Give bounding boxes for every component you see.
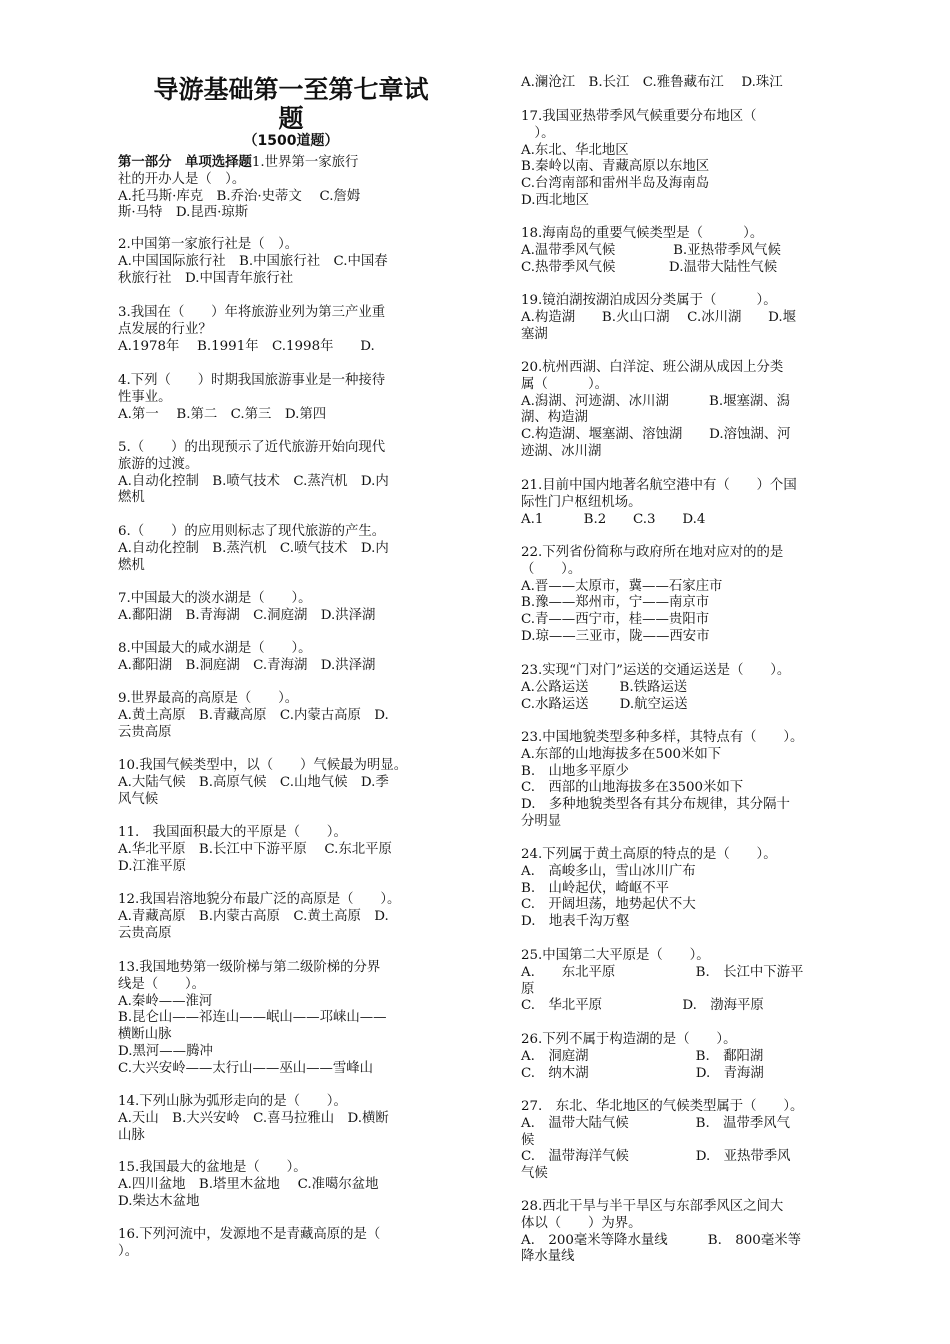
question-line: A.大陆气候 B.高原气候 C.山地气候 D.季 [118,774,389,790]
question-line: B.秦岭以南、青藏高原以东地区 [521,159,710,175]
question-line: B.昆仑山——祁连山——岷山——邛崃山—— [118,1010,387,1026]
question-line: 气候 [521,1166,548,1182]
question-line: （ ）。 [521,561,582,577]
question-block [521,1032,764,1082]
question-line: 际性门户枢纽机场。 [521,494,642,510]
question-line: 21.目前中国内地著名航空港中有（ ）个国 [521,478,797,493]
question-line: 23.中国地貌类型多种多样，其特点有（ ）。 [521,730,804,745]
question-line: C. 西部的山地海拔多在3500米如下 [521,780,744,796]
question-block [521,730,803,831]
question-line: A. 洞庭湖 B. 鄱阳湖 [521,1048,764,1064]
question-block [118,1094,389,1144]
question-line: 12.我国岩溶地貌分布最广泛的高原是（ ）。 [118,892,401,907]
question-line: 20.杭州西湖、白洋淀、班公湖从成因上分类 [521,360,784,375]
question-line: A. 200毫米等降水量线 B. 800毫米等 [521,1232,801,1248]
question-line: 线是（ ）。 [118,976,206,992]
question-block [521,75,783,92]
question-line: A.华北平原 B.长江中下游平原 C.东北平原 [118,841,392,857]
question-line: 迹湖、冰川湖 [521,443,602,459]
question-line: A. 高峻多山，雪山冰川广布 [521,863,696,879]
question-line: A.黄土高原 B.青藏高原 C.内蒙古高原 D. [118,707,389,723]
question-line: A.鄱阳湖 B.青海湖 C.洞庭湖 D.洪泽湖 [118,607,376,623]
question-line: A.潟湖、河迹湖、冰川湖 B.堰塞湖、潟 [521,393,791,409]
question-line: 燃机 [118,490,145,506]
page-title [118,75,464,133]
question-line: 19.镜泊湖按湖泊成因分类属于（ ）。 [521,293,777,308]
question-line: A.温带季风气候 B.亚热带季风气候 [521,242,781,258]
question-line: 11. 我国面积最大的平原是（ ）。 [118,825,347,840]
question-line: ）。 [521,125,555,141]
question-line: A.东北、华北地区 [521,142,629,158]
question-line: D.柴达木盆地 [118,1193,200,1209]
question-line: 性事业。 [118,389,172,405]
page-subtitle: （1500道题） [243,133,339,149]
question-line: 3.我国在（ ）年将旅游业列为第三产业重 [118,305,386,320]
question-line [118,155,360,172]
question-line: 6.（ ）的应用则标志了现代旅游的产生。 [118,524,386,539]
question-block [118,524,389,574]
question-line: C. 华北平原 D. 渤海平原 [521,998,764,1014]
question-line: 风气候 [118,791,159,807]
question-block [118,641,375,675]
question-line: 候 [521,1132,535,1148]
question-line: 27. 东北、华北地区的气候类型属于（ ）。 [521,1099,804,1114]
question-block [118,591,375,625]
question-line: C. 纳木湖 D. 青海湖 [521,1065,764,1081]
question-line: 26.下列不属于构造湖的是（ ）。 [521,1032,737,1047]
question-line: ）。 [118,1243,139,1259]
question-line: 点发展的行业？ [118,321,212,337]
question-line: 湖、构造湖 [521,410,588,426]
question-line: 22.下列省份简称与政府所在地对应对的的是 [521,545,784,560]
question-block [521,109,757,210]
question-line: A. 温带大陆气候 B. 温带季风气 [521,1115,791,1131]
question-line: A.1 B.2 C.3 D.4 [521,511,706,527]
question-block [118,155,360,222]
question-line: 体以（ ）为界。 [521,1215,642,1231]
question-line: C.青——西宁市，桂——贵阳市 [521,612,710,628]
section-heading: 第一部分 单项选择题 [118,155,252,170]
question-line: 5.（ ）的出现预示了近代旅游开始向现代 [118,440,386,455]
question-line: 28.西北干旱与半干旱区与东部季风区之间大 [521,1199,784,1214]
question-block [521,226,781,276]
question-line: D.江淮平原 [118,858,187,874]
question-block [521,1099,803,1183]
question-line: C. 温带海洋气候 D. 亚热带季风 [521,1149,791,1165]
question-line: A.托马斯·库克 B.乔治·史蒂文 C.詹姆 [118,188,361,204]
page-title-line-2: 题 [278,104,304,133]
page-title-line-1: 导游基础第一至第七章试 [153,75,429,104]
question-line: B. 山岭起伏，崎岖不平 [521,880,670,896]
question-line: A.自动化控制 B.喷气技术 C.蒸汽机 D.内 [118,473,389,489]
question-line: 13.我国地势第一级阶梯与第二级阶梯的分界 [118,960,381,975]
question-line: 16.下列河流中，发源地不是青藏高原的是（ [118,1227,381,1242]
question-line: C.构造湖、堰塞湖、溶蚀湖 D.溶蚀湖、河 [521,427,791,443]
question-line: 17.我国亚热带季风气候重要分布地区（ [521,109,757,124]
question-block [118,373,385,423]
question-line: 8.中国最大的咸水湖是（ ）。 [118,641,312,656]
question-line: 斯·马特 D.昆西·琼斯 [118,205,249,221]
question-line: C.台湾南部和雷州半岛及海南岛 [521,176,710,192]
question-line: 23.实现“门对门”运送的交通运送是（ ）。 [521,663,791,678]
question-line: A.四川盆地 B.塔里木盆地 C.准噶尔盆地 [118,1176,379,1192]
question-block [521,545,783,646]
question-line: A. 东北平原 B. 长江中下游平 [521,964,804,980]
question-line: 24.下列属于黄土高原的特点的是（ ）。 [521,847,777,862]
question-line: 25.中国第二大平原是（ ）。 [521,948,710,963]
question-line: 7.中国最大的淡水湖是（ ）。 [118,591,312,606]
question-line: 云贵高原 [118,724,172,740]
question-line: 云贵高原 [118,925,172,941]
question-line: C.大兴安岭——太行山——巫山——雪峰山 [118,1060,374,1076]
question-line: 15.我国最大的盆地是（ ）。 [118,1160,307,1175]
question-line: 塞湖 [521,326,548,342]
question-line: A.1978年 B.1991年 C.1998年 D. [118,338,375,354]
question-block [118,440,389,507]
question-line: D.黑河——腾冲 [118,1043,213,1059]
question-text: 1.世界第一家旅行 [251,155,359,170]
question-line: A.中国国际旅行社 B.中国旅行社 C.中国春 [118,253,388,269]
question-block [521,1199,801,1266]
question-line: 燃机 [118,557,145,573]
question-line: 4.下列（ ）时期我国旅游事业是一种接待 [118,373,386,388]
question-line: A.天山 B.大兴安岭 C.喜马拉雅山 D.横断 [118,1110,389,1126]
question-block [521,948,803,1015]
question-block [521,360,791,461]
question-line: 社的开办人是（ ）。 [118,171,246,187]
question-line: 降水量线 [521,1249,575,1265]
question-line: 2.中国第一家旅行社是（ ）。 [118,237,299,252]
question-line: 18.海南岛的重要气候类型是（ ）。 [521,226,764,241]
question-line: A.自动化控制 B.蒸汽机 C.喷气技术 D.内 [118,540,389,556]
question-block [521,847,777,931]
question-line: 山脉 [118,1127,145,1143]
question-block [521,478,797,528]
question-line: B.豫——郑州市，宁——南京市 [521,595,710,611]
question-line: A.构造湖 B.火山口湖 C.冰川湖 D.堰 [521,309,797,325]
question-block [118,892,400,942]
question-line: A.鄱阳湖 B.洞庭湖 C.青海湖 D.洪泽湖 [118,657,376,673]
question-line: 分明显 [521,813,562,829]
question-line: C. 开阔坦荡，地势起伏不大 [521,897,696,913]
question-line: A.秦岭——淮河 [118,993,213,1009]
question-line: 9.世界最高的高原是（ ）。 [118,691,299,706]
question-line: D. 多种地貌类型各有其分布规律，其分隔十 [521,797,790,813]
question-line: D. 地表千沟万壑 [521,914,630,930]
question-line: 10.我国气候类型中，以（ ）气候最为明显。 [118,758,408,773]
question-line: A.青藏高原 B.内蒙古高原 C.黄土高原 D. [118,908,389,924]
question-block [118,237,388,287]
question-line: A.公路运送 B.铁路运送 [521,679,688,695]
question-block [118,1227,380,1261]
question-line: 属（ ）。 [521,376,609,392]
question-line: 原 [521,981,535,997]
question-block [118,1160,379,1210]
question-block [118,305,385,355]
question-line: 旅游的过渡。 [118,456,199,472]
question-block [118,758,407,808]
question-line: D.西北地区 [521,192,590,208]
question-block [118,691,389,741]
question-line: A.晋——太原市，冀——石家庄市 [521,578,723,594]
question-block [521,293,796,343]
question-block [118,960,387,1078]
question-line: A.第一 B.第二 C.第三 D.第四 [118,406,327,422]
question-line: A.东部的山地海拔多在500米如下 [521,746,722,762]
question-block [521,663,790,713]
question-line: 秋旅行社 D.中国青年旅行社 [118,270,294,286]
question-line: D.琼——三亚市，陇——西安市 [521,628,710,644]
question-line: C.热带季风气候 D.温带大陆性气候 [521,259,778,275]
question-line: 14.下列山脉为弧形走向的是（ ）。 [118,1094,347,1109]
question-line: 横断山脉 [118,1027,172,1043]
question-line: B. 山地多平原少 [521,763,629,779]
question-line: A.澜沧江 B.长江 C.雅鲁藏布江 D.珠江 [521,75,783,90]
question-block [118,825,392,875]
question-line: C.水路运送 D.航空运送 [521,696,688,712]
